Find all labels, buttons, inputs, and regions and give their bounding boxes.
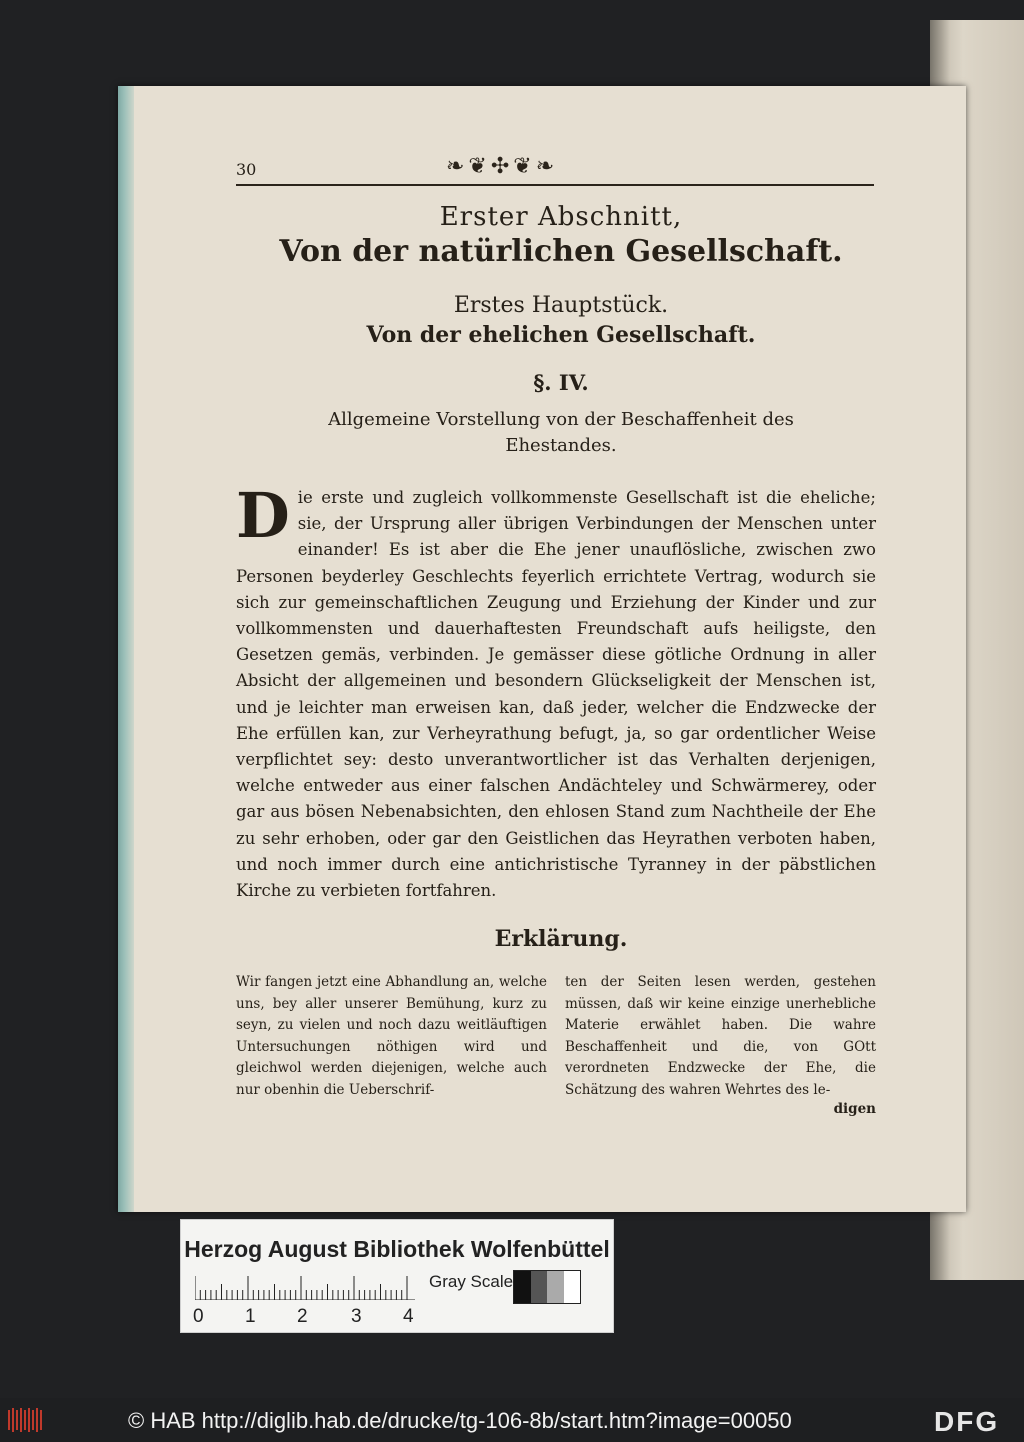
gray-swatch xyxy=(564,1271,581,1303)
column-left: Wir fangen jetzt eine Abhandlung an, welche uns, bey aller unserer Bemühung, kurz zu seyn, zu vielen und noch dazu weitläuftigen Untersuchungen nöthigen wird und gleichwol werden diejenigen, welche auch nur obenhin die Ueberschrif- xyxy=(236,974,547,1098)
footer-bar xyxy=(0,1398,1024,1442)
body-text: ie erste und zugleich vollkommenste Gesellschaft ist die eheliche; sie, der Ursprung aller übrigen Verbindungen der Menschen unter einander! Es ist aber die Ehe jener unauflösliche, zwischen zwo Personen beyderley Geschlechts feyerlich errichtete Vertrag, wodurch sie sich zur gemeinschaftlichen Zeugung und Erziehung der Kinder und zur vollkommensten und dauerhaftesten Freundschaft aufs heiligste, den Gesetzen gemäs, verbinden. Je gemässer diese götliche Ordnung in aller Absicht der allgemeinen und besondern Glückseligkeit der Menschen ist, und je leichter man erweisen kan, daß jeder, welcher die Endzwecke der Ehe erfüllen kan, zur Verheyrathung befugt, ja, so gar ordentlicher Weise verpflichtet sey: desto unverantwortlicher ist das Verhalten derjenigen, welche entweder aus einer falschen Andächteley und Schwärmerey, oder gar aus bösen Nebenabsichten, den ehlosen Stand zum Nachtheile der Ehe zu sehr erhoben, oder gar den Geistlichen das Heyrathen verboten haben, und noch immer durch eine antichristische Tyranney in der päbstlichen Kirche zu verbieten fortfahren. xyxy=(236,488,876,901)
catchword: digen xyxy=(833,1101,876,1118)
gray-swatch xyxy=(547,1271,564,1303)
library-name: Herzog August Bibliothek Wolfenbüttel xyxy=(184,1236,610,1262)
page-header xyxy=(236,150,886,186)
drop-cap: D xyxy=(236,479,290,552)
measurement-ruler xyxy=(195,1274,415,1300)
header-ornament: ❧❦✣❦❧ xyxy=(446,154,559,179)
ruler-label-2: 2 xyxy=(297,1306,308,1327)
ruler-label-4: 4 xyxy=(403,1306,414,1327)
library-card xyxy=(180,1219,614,1333)
page-binding-edge xyxy=(118,86,134,1212)
ruler-label-3: 3 xyxy=(351,1306,362,1327)
dfg-logo: DFG xyxy=(934,1406,1000,1437)
page-number: 30 xyxy=(236,160,257,179)
gray-scale-label: Gray Scale xyxy=(429,1272,514,1291)
body-paragraph xyxy=(236,479,876,904)
section-title: Allgemeine Vorstellung von der Beschaffenheit des Ehestandes. xyxy=(328,409,794,456)
chapter-title: Von der natürlichen Gesellschaft. xyxy=(279,234,843,269)
chapter-heading: Erster Abschnitt, xyxy=(439,202,683,232)
ruler-label-1: 1 xyxy=(245,1306,256,1327)
barcode-icon xyxy=(8,1406,46,1434)
gray-scale-swatches xyxy=(513,1270,581,1304)
copyright-link[interactable]: © HAB http://diglib.hab.de/drucke/tg-106-8b/start.htm?image=00050 xyxy=(128,1408,792,1433)
explanation-columns xyxy=(236,972,876,1101)
part-heading: Erstes Hauptstück. xyxy=(453,293,669,318)
section-number: §. IV. xyxy=(533,370,589,395)
gray-swatch xyxy=(514,1271,531,1303)
ruler-label-0: 0 xyxy=(193,1306,204,1327)
header-rule xyxy=(236,184,874,186)
part-title: Von der ehelichen Gesellschaft. xyxy=(366,322,756,348)
explanation-heading: Erklärung. xyxy=(494,926,628,953)
gray-swatch xyxy=(531,1271,548,1303)
column-right: ten der Seiten lesen werden, gestehen müssen, daß wir keine einzige unerhebliche Materie erwählet haben. Die wahre Beschaffenheit und die, von GOtt verordneten Endzwecke der Ehe, die Schätzung des wahren Wehrtes des le- xyxy=(565,974,876,1098)
page-content xyxy=(236,150,886,1117)
